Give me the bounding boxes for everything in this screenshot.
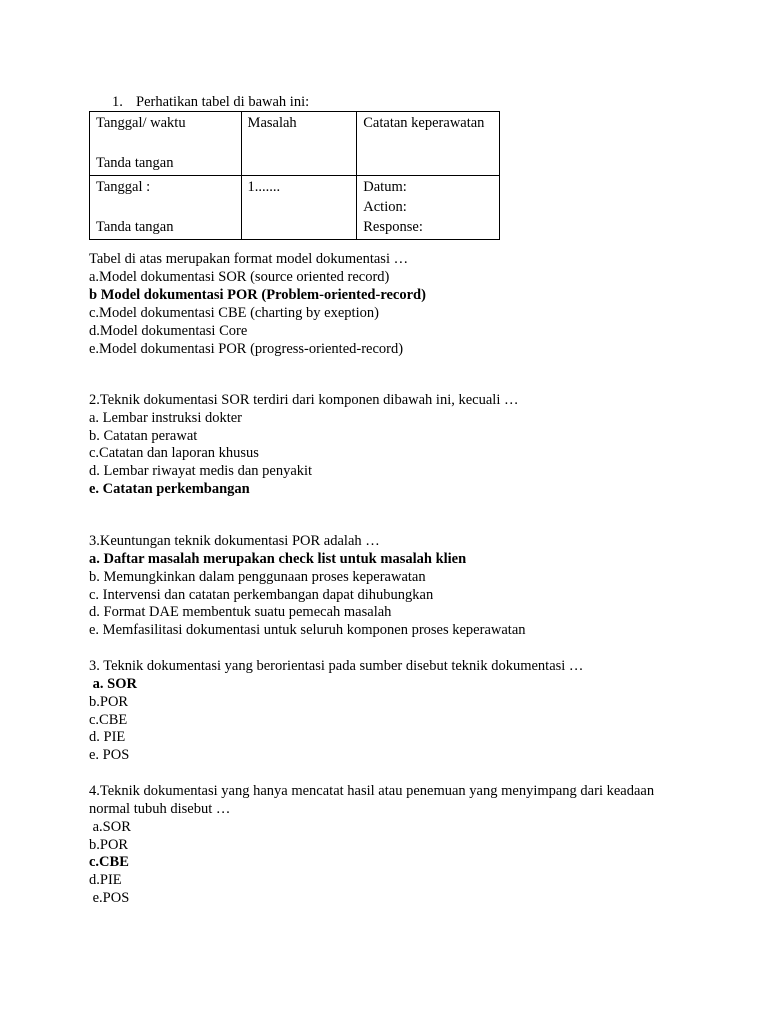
q1-option-c: c.Model dokumentasi CBE (charting by exeption) [89, 305, 379, 321]
q2-option-c: c.Catatan dan laporan khusus [89, 445, 259, 461]
cell-text: Tanggal/ waktu [96, 115, 186, 131]
cell-text: 1....... [247, 179, 281, 195]
q2-option-e: e. Catatan perkembangan [89, 481, 250, 497]
q3b-option-a: a. SOR [89, 676, 137, 692]
q2-option-a: a. Lembar instruksi dokter [89, 410, 243, 426]
cell-text: Catatan keperawatan [363, 115, 485, 131]
q3a-option-c: c. Intervensi dan catatan perkembangan dapat dihubungkan [89, 587, 434, 603]
q1-intro: Perhatikan tabel di bawah ini: [136, 94, 310, 110]
q3a-option-d: d. Format DAE membentuk suatu pemecah masalah [89, 604, 392, 620]
q4-option-d: d.PIE [89, 872, 122, 888]
table-cell [90, 176, 242, 240]
q4-question-line-1: 4.Teknik dokumentasi yang hanya mencatat hasil atau penemuan yang menyimpang dari keadaan [89, 783, 655, 799]
q3b-question: 3. Teknik dokumentasi yang berorientasi pada sumber disebut teknik dokumentasi … [89, 658, 584, 674]
q4-option-c: c.CBE [89, 854, 129, 870]
table-cell [241, 112, 357, 176]
q4-option-b: b.POR [89, 837, 129, 853]
q4-question-line-2: normal tubuh disebut … [89, 801, 231, 817]
cell-text: Tanggal : [96, 179, 151, 195]
q1-option-b: b Model dokumentasi POR (Problem-oriented-record) [89, 287, 426, 303]
q1-question: Tabel di atas merupakan format model dokumentasi … [89, 251, 409, 267]
q3a-option-e: e. Memfasilitasi dokumentasi untuk seluruh komponen proses keperawatan [89, 622, 526, 638]
q3a-question: 3.Keuntungan teknik dokumentasi POR adalah … [89, 533, 380, 549]
q1-number: 1. [112, 94, 123, 110]
q3b-option-e: e. POS [89, 747, 130, 763]
cell-text: Tanda tangan [96, 155, 174, 171]
cell-text: Action: [363, 199, 407, 215]
q1-option-d: d.Model dokumentasi Core [89, 323, 248, 339]
q1-option-e: e.Model dokumentasi POR (progress-oriented-record) [89, 341, 404, 357]
cell-text: Datum: [363, 179, 407, 195]
cell-text: Masalah [247, 115, 297, 131]
table-row [90, 176, 500, 240]
q3b-option-c: c.CBE [89, 712, 128, 728]
q2-option-b: b. Catatan perawat [89, 428, 198, 444]
q4-option-e: e.POS [89, 890, 130, 906]
table-cell [357, 112, 500, 176]
q2-option-d: d. Lembar riwayat medis dan penyakit [89, 463, 313, 479]
cell-text: Response: [363, 219, 423, 235]
q2-question: 2.Teknik dokumentasi SOR terdiri dari komponen dibawah ini, kecuali … [89, 392, 519, 408]
table-header-row [90, 112, 500, 176]
q3a-option-b: b. Memungkinkan dalam penggunaan proses keperawatan [89, 569, 426, 585]
documentation-format-table [89, 111, 500, 240]
q1-option-a: a.Model dokumentasi SOR (source oriented record) [89, 269, 390, 285]
table-cell [241, 176, 357, 240]
q3b-option-d: d. PIE [89, 729, 126, 745]
cell-text: Tanda tangan [96, 219, 174, 235]
q3a-option-a: a. Daftar masalah merupakan check list untuk masalah klien [89, 551, 467, 567]
q3b-option-b: b.POR [89, 694, 129, 710]
table-cell [90, 112, 242, 176]
table-cell [357, 176, 500, 240]
q4-option-a: a.SOR [89, 819, 131, 835]
